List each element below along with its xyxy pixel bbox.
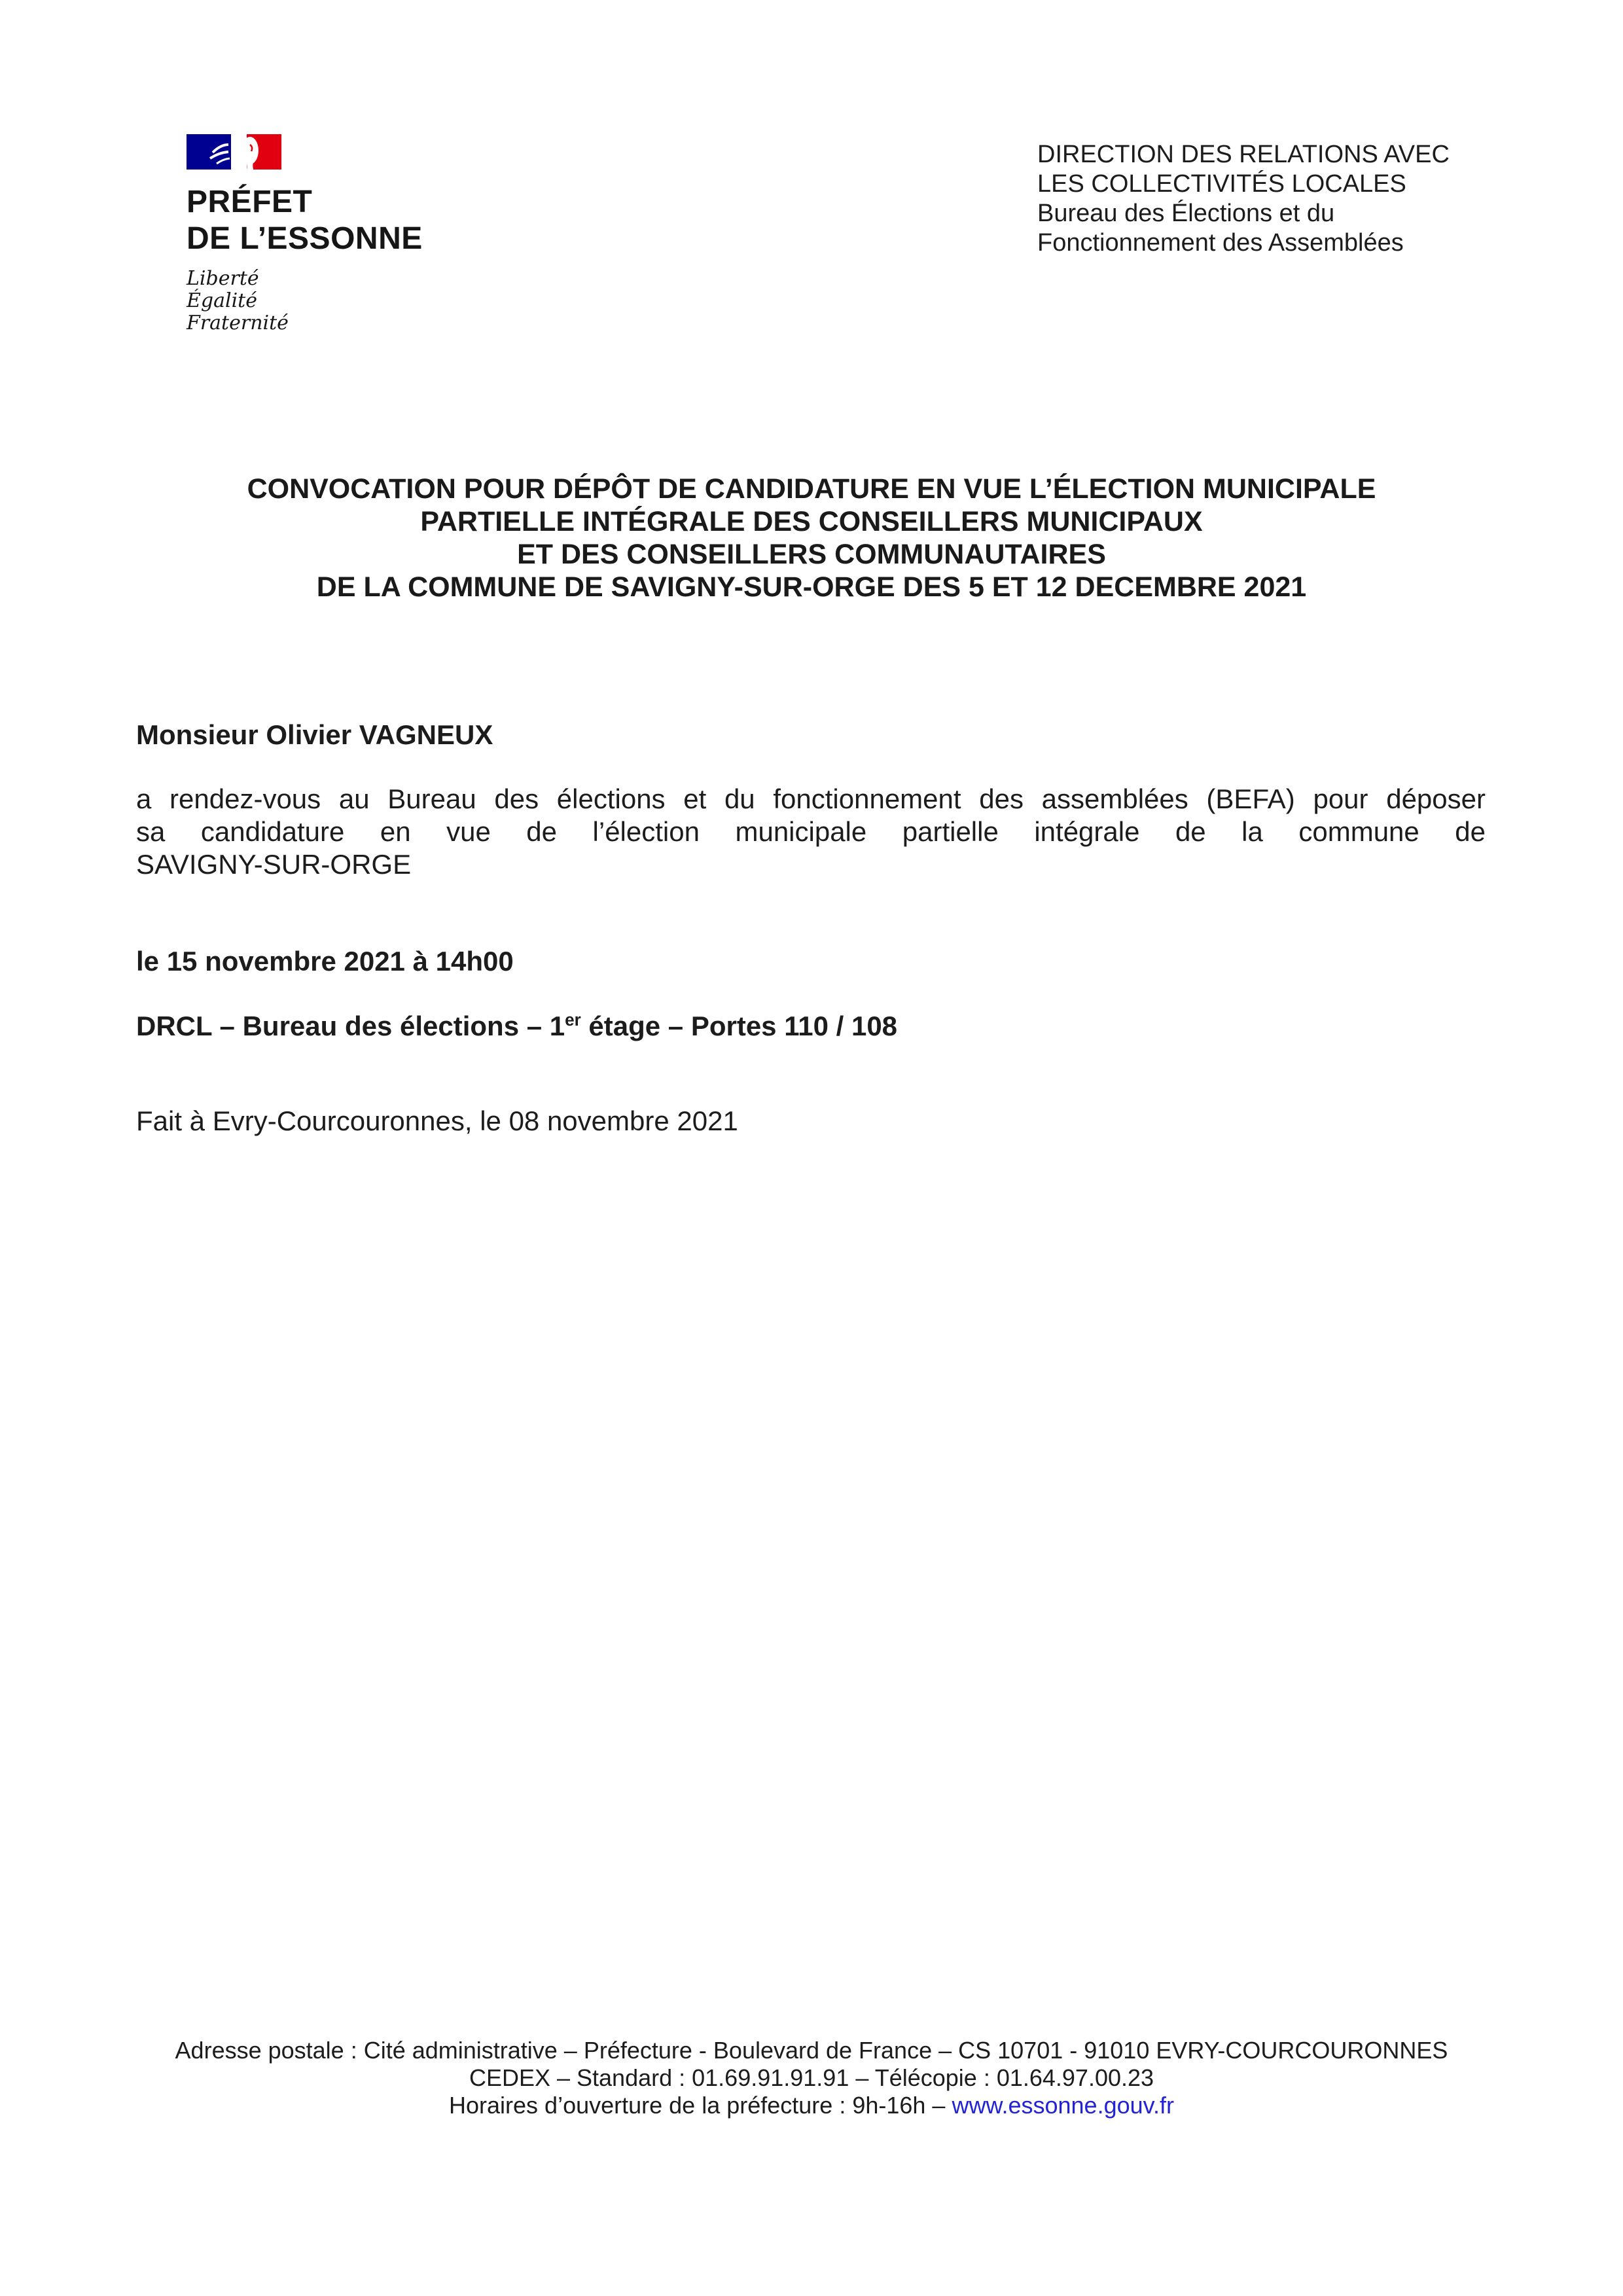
location-suffix: étage – Portes 110 / 108: [580, 1011, 898, 1041]
paragraph-line-2: sa candidature en vue de l’élection municipale partielle intégrale de la commune de: [136, 816, 1486, 847]
ordinal-superscript: er: [565, 1010, 581, 1030]
letterhead-line-2: LES COLLECTIVITÉS LOCALES: [1037, 170, 1406, 198]
page-footer: [65, 2037, 1558, 2119]
body-paragraph: [136, 783, 1486, 881]
recipient-name: Monsieur Olivier VAGNEUX: [136, 719, 493, 750]
letterhead-line-1: DIRECTION DES RELATIONS AVEC: [1037, 141, 1450, 168]
prefecture-logo: [187, 134, 423, 334]
department-letterhead: [1037, 140, 1450, 258]
prefecture-name-line2: DE L’ESSONNE: [187, 221, 423, 256]
footer-address-line: Adresse postale : Cité administrative – Préfecture - Boulevard de France – CS 10701 - 91010 EVRY-COURCOURONNES: [175, 2037, 1448, 2064]
prefecture-name-line1: PRÉFET: [187, 185, 313, 219]
appointment-datetime: le 15 novembre 2021 à 14h00: [136, 946, 514, 977]
footer-hours-line: [65, 2092, 1558, 2119]
document-title: [128, 473, 1495, 603]
title-line-4: DE LA COMMUNE DE SAVIGNY-SUR-ORGE DES 5 ET 12 DECEMBRE 2021: [316, 571, 1307, 603]
french-flag-marianne-icon: [187, 134, 281, 170]
location-prefix: DRCL – Bureau des élections – 1: [136, 1011, 565, 1041]
motto-egalite: Égalité: [187, 289, 257, 312]
motto-liberte: Liberté: [187, 267, 259, 290]
letterhead-line-3: Bureau des Élections et du: [1037, 200, 1335, 227]
appointment-location: [136, 1010, 897, 1043]
footer-hours-text: Horaires d’ouverture de la préfecture : 9h-16h –: [449, 2092, 952, 2119]
republic-motto: [187, 268, 423, 334]
footer-contact-line: CEDEX – Standard : 01.69.91.91.91 – Télécopie : 01.64.97.00.23: [469, 2064, 1154, 2091]
letterhead-line-4: Fonctionnement des Assemblées: [1037, 229, 1404, 257]
paragraph-line-1: a rendez-vous au Bureau des élections et du fonctionnement des assemblées (BEFA) pour déposer: [136, 783, 1486, 814]
title-line-3: ET DES CONSEILLERS COMMUNAUTAIRES: [517, 539, 1106, 570]
signature-place-date: Fait à Evry-Courcouronnes, le 08 novembre 2021: [136, 1105, 738, 1136]
motto-fraternite: Fraternité: [187, 312, 289, 334]
paragraph-line-3: SAVIGNY-SUR-ORGE: [136, 849, 412, 880]
title-line-1: CONVOCATION POUR DÉPÔT DE CANDIDATURE EN VUE L’ÉLECTION MUNICIPALE: [247, 473, 1376, 505]
website-link[interactable]: www.essonne.gouv.fr: [952, 2092, 1174, 2119]
prefecture-name: [187, 184, 423, 257]
title-line-2: PARTIELLE INTÉGRALE DES CONSEILLERS MUNICIPAUX: [420, 506, 1203, 537]
